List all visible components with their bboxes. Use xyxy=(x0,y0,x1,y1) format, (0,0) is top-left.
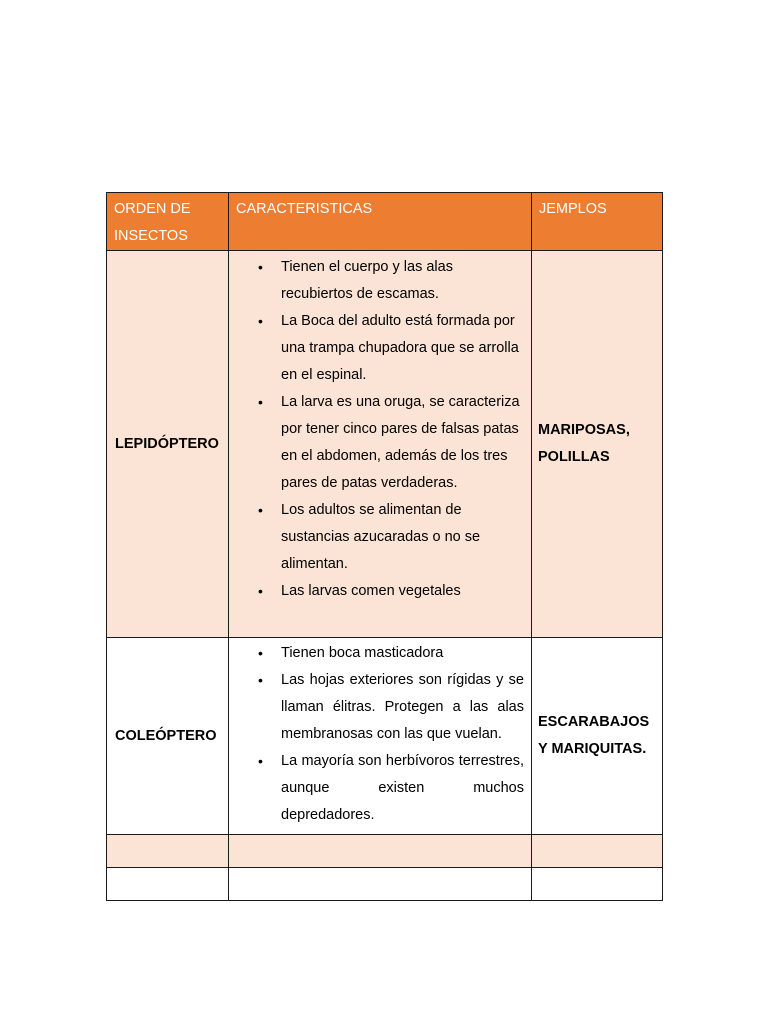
characteristic-text: La mayoría son herbívoros terrestres, aunque existen muchos depredadores. xyxy=(281,753,524,823)
list-item xyxy=(258,254,524,308)
characteristic-text: Las hojas exteriores son rígidas y se llaman élitras. Protegen a las alas membranosas con las que vuelan. xyxy=(281,672,524,742)
list-item xyxy=(258,389,524,497)
empty-table-row xyxy=(107,868,663,901)
examples-cell xyxy=(532,638,663,835)
list-item xyxy=(258,667,524,748)
list-item xyxy=(258,308,524,389)
empty-cell xyxy=(229,868,532,901)
table-row xyxy=(107,638,663,835)
table-header-row xyxy=(107,193,663,251)
order-name-cell xyxy=(107,251,229,638)
empty-table-row xyxy=(107,835,663,868)
characteristic-text: Tienen el cuerpo y las alas recubiertos de escamas. xyxy=(281,259,453,302)
characteristics-cell xyxy=(229,638,532,835)
insect-orders-table xyxy=(106,192,663,901)
empty-cell xyxy=(532,868,663,901)
order-name-cell xyxy=(107,638,229,835)
bullet-icon: • xyxy=(258,394,263,410)
characteristics-cell xyxy=(229,251,532,638)
header-cell-characteristics: CARACTERISTICAS xyxy=(229,193,532,251)
characteristics-list xyxy=(229,638,531,829)
list-item xyxy=(258,497,524,578)
characteristic-text: Los adultos se alimentan de sustancias azucaradas o no se alimentan. xyxy=(281,502,481,572)
bullet-icon: • xyxy=(258,672,263,688)
bullet-icon: • xyxy=(258,259,263,275)
bullet-icon: • xyxy=(258,583,263,599)
order-name: LEPIDÓPTERO xyxy=(115,436,219,452)
examples-cell xyxy=(532,251,663,638)
bullet-icon: • xyxy=(258,502,263,518)
empty-cell xyxy=(107,868,229,901)
bullet-icon: • xyxy=(258,753,263,769)
order-name: COLEÓPTERO xyxy=(115,728,217,744)
characteristic-text: Las larvas comen vegetales xyxy=(281,583,461,599)
header-cell-examples: JEMPLOS xyxy=(532,193,663,251)
empty-cell xyxy=(532,835,663,868)
characteristic-text: La Boca del adulto está formada por una trampa chupadora que se arrolla en el espinal. xyxy=(281,313,519,383)
list-item xyxy=(258,578,524,605)
list-item xyxy=(258,748,524,829)
characteristics-list xyxy=(229,251,531,605)
header-cell-order: ORDEN DE INSECTOS xyxy=(107,193,229,251)
bullet-icon: • xyxy=(258,313,263,329)
table-row xyxy=(107,251,663,638)
empty-cell xyxy=(107,835,229,868)
characteristic-text: La larva es una oruga, se caracteriza por tener cinco pares de falsas patas en el abdomen, además de los tres pares de patas verdaderas. xyxy=(281,394,520,491)
characteristic-text: Tienen boca masticadora xyxy=(281,645,444,661)
bullet-icon: • xyxy=(258,645,263,661)
examples-text: ESCARABAJOS Y MARIQUITAS. xyxy=(538,714,650,757)
empty-cell xyxy=(229,835,532,868)
list-item xyxy=(258,640,524,667)
examples-text: MARIPOSAS, POLILLAS xyxy=(538,422,630,465)
